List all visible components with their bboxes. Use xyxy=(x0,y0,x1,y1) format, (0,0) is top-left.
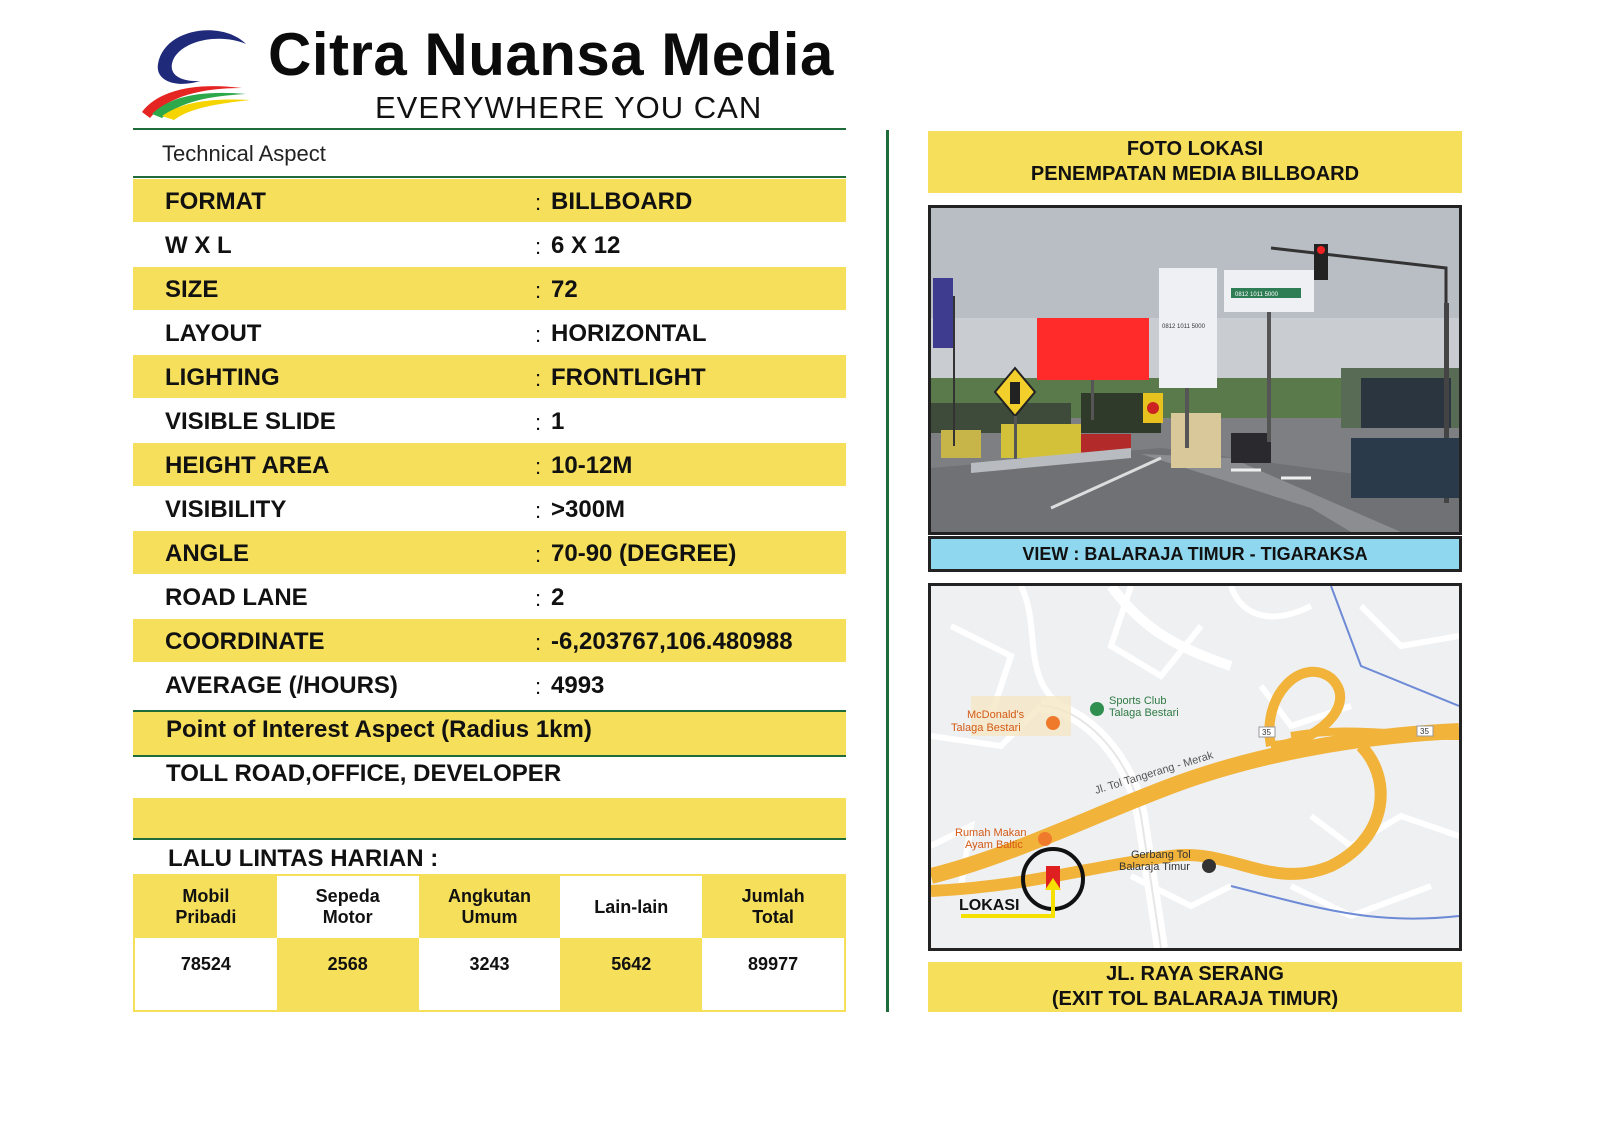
spec-value: 70-90 (DEGREE) xyxy=(551,540,737,567)
spec-label: FORMAT xyxy=(165,188,266,215)
map-label-sports-2: Talaga Bestari xyxy=(1109,707,1179,719)
spec-value: 1 xyxy=(551,408,565,435)
spec-row-size xyxy=(133,267,846,310)
spec-row-road-lane xyxy=(133,575,846,618)
company-tagline: EVERYWHERE YOU CAN xyxy=(375,90,763,125)
traffic-value: 89977 xyxy=(702,938,844,1010)
spec-row-height-area xyxy=(133,443,846,486)
poi-title: Point of Interest Aspect (Radius 1km) xyxy=(166,716,592,743)
spec-separator: : xyxy=(535,586,542,611)
traffic-value: 2568 xyxy=(277,938,419,1010)
traffic-table xyxy=(133,874,846,1012)
spec-row-lighting xyxy=(133,355,846,398)
map-route-badge-b: 35 xyxy=(1262,728,1271,737)
spec-separator: : xyxy=(535,322,542,347)
traffic-title: LALU LINTAS HARIAN : xyxy=(168,845,439,872)
section-label: Technical Aspect xyxy=(162,141,326,166)
blank-yellow-row xyxy=(133,798,846,838)
traffic-value: 78524 xyxy=(135,938,277,1010)
spec-label: SIZE xyxy=(165,276,219,303)
map-label-sports-1: Sports Club xyxy=(1109,695,1167,707)
map-label-gerbang-2: Balaraja Timur xyxy=(1119,861,1190,873)
spec-label: VISIBLE SLIDE xyxy=(165,408,336,435)
map-location-label: LOKASI xyxy=(959,897,1020,914)
spec-separator: : xyxy=(535,410,542,435)
map-label-toll-road: Jl. Tol Tangerang - Merak xyxy=(1093,749,1215,797)
spec-separator: : xyxy=(535,498,542,523)
spec-value: >300M xyxy=(551,496,626,523)
spec-value: 72 xyxy=(551,276,578,303)
location-map xyxy=(928,583,1462,951)
traffic-value: 3243 xyxy=(419,938,561,1010)
map-label-rumah-1: Rumah Makan xyxy=(955,827,1027,839)
spec-separator: : xyxy=(535,234,542,259)
traffic-col-total xyxy=(702,876,844,1010)
map-route-badge-a: 35 xyxy=(1420,727,1429,736)
company-name: Citra Nuansa Media xyxy=(268,21,834,88)
spec-value: -6,203767,106.480988 xyxy=(551,628,793,655)
photo-title xyxy=(928,131,1462,193)
spec-separator: : xyxy=(535,542,542,567)
map-label-mcdonalds-1: McDonald's xyxy=(967,709,1025,721)
spec-row-coordinate xyxy=(133,619,846,662)
spec-row-wxl xyxy=(133,223,846,266)
photo-title-line-2: PENEMPATAN MEDIA BILLBOARD xyxy=(1030,163,1360,185)
traffic-col-mobil xyxy=(135,876,277,1010)
spec-separator: : xyxy=(535,190,542,215)
traffic-header: Jumlah Total xyxy=(702,876,844,938)
traffic-header: Sepeda Motor xyxy=(277,876,419,938)
view-direction-bar: VIEW : BALARAJA TIMUR - TIGARAKSA xyxy=(928,536,1462,572)
location-photo xyxy=(928,205,1462,535)
spec-value: 2 xyxy=(551,584,565,611)
spec-row-visible-slide xyxy=(133,399,846,442)
traffic-col-motor xyxy=(277,876,419,1010)
traffic-col-lain xyxy=(560,876,702,1010)
map-label-rumah-2: Ayam Baltic xyxy=(965,839,1023,851)
spec-value: 10-12M xyxy=(551,452,633,479)
traffic-divider xyxy=(133,838,846,840)
spec-value: BILLBOARD xyxy=(551,188,693,215)
traffic-value: 5642 xyxy=(560,938,702,1010)
spec-label: VISIBILITY xyxy=(165,496,287,523)
spec-label: LAYOUT xyxy=(165,320,262,347)
spec-separator: : xyxy=(535,674,542,699)
photo-title-line-1: FOTO LOKASI xyxy=(1126,138,1264,160)
map-label-gerbang-1: Gerbang Tol xyxy=(1131,849,1191,861)
spec-label: HEIGHT AREA xyxy=(165,452,330,479)
traffic-header: Angkutan Umum xyxy=(419,876,561,938)
traffic-header: Mobil Pribadi xyxy=(135,876,277,938)
spec-label: AVERAGE (/HOURS) xyxy=(165,672,398,699)
header-divider xyxy=(133,128,846,130)
spec-row-format xyxy=(133,179,846,222)
spec-value: HORIZONTAL xyxy=(551,320,707,347)
address-line-2: (EXIT TOL BALARAJA TIMUR) xyxy=(1051,988,1339,1010)
spec-label: LIGHTING xyxy=(165,364,280,391)
map-label-mcdonalds-2: Talaga Bestari xyxy=(951,722,1021,734)
spec-label: COORDINATE xyxy=(165,628,325,655)
column-divider xyxy=(886,130,889,1012)
section-divider xyxy=(133,176,846,178)
spec-value: FRONTLIGHT xyxy=(551,364,706,391)
spec-separator: : xyxy=(535,366,542,391)
address-box xyxy=(928,962,1462,1012)
spec-label: ROAD LANE xyxy=(165,584,308,611)
spec-value: 4993 xyxy=(551,672,605,699)
spec-separator: : xyxy=(535,454,542,479)
spec-label: ANGLE xyxy=(165,540,249,567)
spec-label: W X L xyxy=(165,232,232,259)
address-line-1: JL. RAYA SERANG xyxy=(1106,963,1284,985)
billboard-sign-text-2: 0812 1011 5000 xyxy=(1235,292,1278,298)
spec-separator: : xyxy=(535,278,542,303)
spec-value: 6 X 12 xyxy=(551,232,621,259)
spec-row-average xyxy=(133,663,846,706)
company-logo xyxy=(138,26,256,120)
billboard-sign-text-1: 0812 1011 5000 xyxy=(1162,324,1205,330)
poi-text: TOLL ROAD,OFFICE, DEVELOPER xyxy=(166,760,562,787)
traffic-header: Lain-lain xyxy=(560,876,702,938)
spec-row-angle xyxy=(133,531,846,574)
traffic-col-angkutan xyxy=(419,876,561,1010)
spec-separator: : xyxy=(535,630,542,655)
spec-row-visibility xyxy=(133,487,846,530)
spec-row-layout xyxy=(133,311,846,354)
poi-divider-bottom xyxy=(133,755,846,757)
